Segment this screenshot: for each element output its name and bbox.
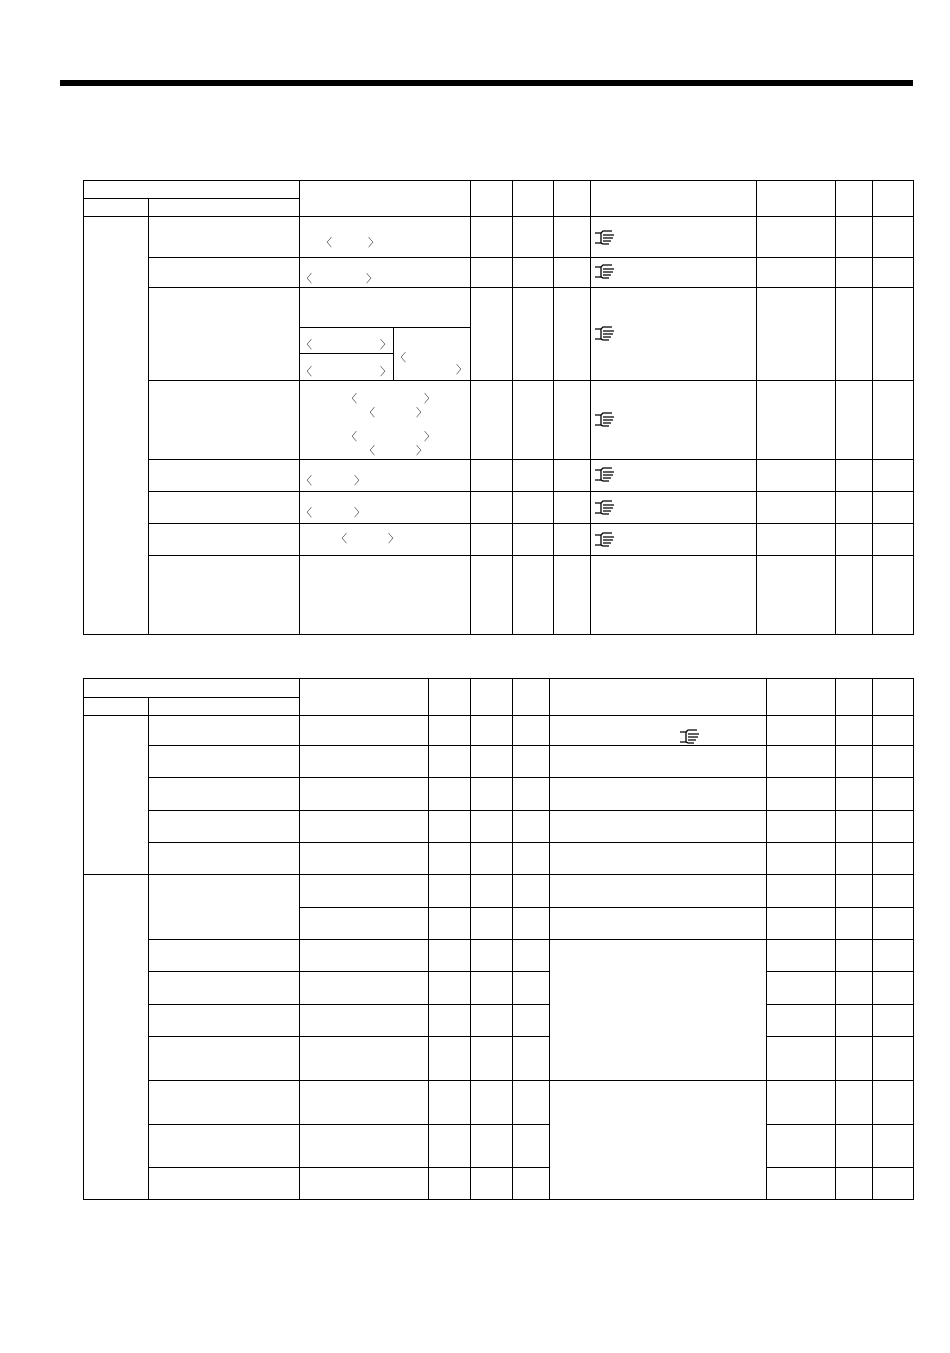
bracket-open: 〈 xyxy=(364,406,375,419)
bracket-close: 〉 xyxy=(388,532,399,545)
bracket-open: 〈 xyxy=(301,272,312,285)
bracket-close: 〉 xyxy=(424,430,435,443)
header-rule xyxy=(60,80,913,86)
bracket-open: 〈 xyxy=(346,430,357,443)
bracket-open: 〈 xyxy=(395,351,406,364)
bracket-open: 〈 xyxy=(301,338,312,351)
pointing-hand-icon[interactable] xyxy=(679,729,705,745)
pointing-hand-icon[interactable] xyxy=(594,467,620,483)
pointing-hand-icon[interactable] xyxy=(594,230,620,246)
bracket-close: 〉 xyxy=(366,272,377,285)
bracket-close: 〉 xyxy=(416,444,427,457)
bracket-close: 〉 xyxy=(380,338,391,351)
bracket-open: 〈 xyxy=(301,474,312,487)
bracket-close: 〉 xyxy=(354,506,365,519)
pointing-hand-icon[interactable] xyxy=(594,500,620,516)
pointing-hand-icon[interactable] xyxy=(594,412,620,428)
bracket-close: 〉 xyxy=(380,365,391,378)
bracket-close: 〉 xyxy=(368,236,379,249)
bracket-open: 〈 xyxy=(346,392,357,405)
bracket-open: 〈 xyxy=(336,532,347,545)
pointing-hand-icon[interactable] xyxy=(594,532,620,548)
bracket-open: 〈 xyxy=(364,444,375,457)
bracket-open: 〈 xyxy=(301,506,312,519)
pointing-hand-icon[interactable] xyxy=(594,264,620,280)
pointing-hand-icon[interactable] xyxy=(594,326,620,342)
bracket-close: 〉 xyxy=(456,363,467,376)
bracket-close: 〉 xyxy=(416,406,427,419)
bracket-close: 〉 xyxy=(424,392,435,405)
bracket-close: 〉 xyxy=(354,474,365,487)
bracket-open: 〈 xyxy=(301,365,312,378)
bracket-open: 〈 xyxy=(321,236,332,249)
